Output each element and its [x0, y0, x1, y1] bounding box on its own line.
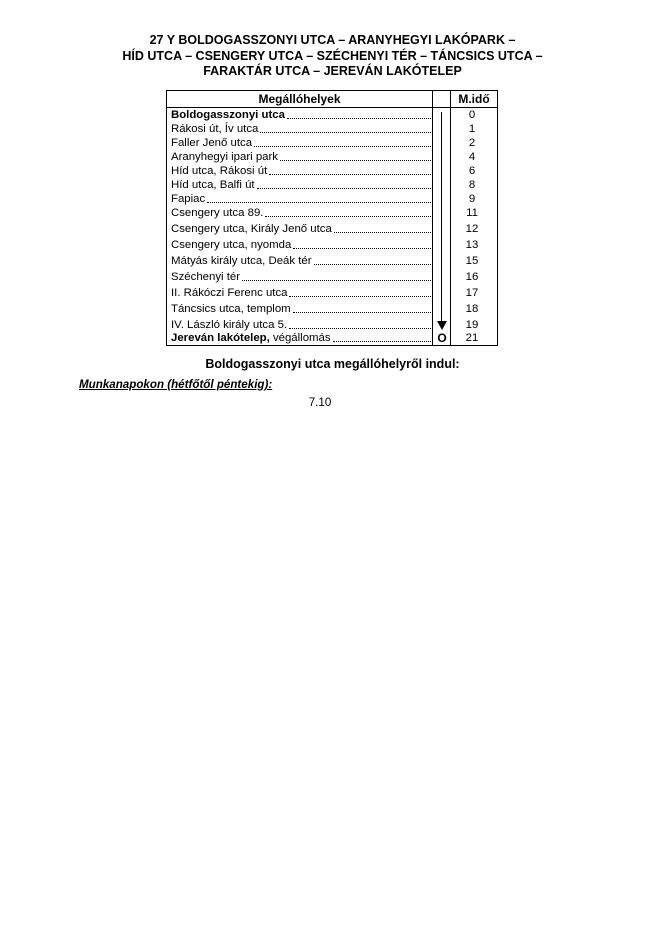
stop-name — [171, 223, 332, 236]
stop-cell — [171, 254, 431, 268]
leader-dots — [293, 309, 431, 313]
stop-cell — [171, 270, 431, 284]
stop-name-text: Csengery utca 89. — [171, 207, 264, 219]
day-type-heading: Munkanapokon (hétfőtől péntekig): — [79, 378, 273, 391]
table-row — [167, 122, 497, 136]
stop-cell — [171, 222, 431, 236]
stop-name — [171, 332, 331, 345]
table-row — [167, 178, 497, 192]
travel-minute: 15 — [465, 255, 479, 267]
stop-name — [171, 137, 252, 150]
travel-minute: 16 — [465, 271, 479, 283]
leader-dots — [257, 185, 431, 189]
travel-minute: 12 — [465, 223, 479, 235]
stop-name-text: IV. László király utca 5. — [171, 319, 288, 331]
travel-minute: 8 — [468, 179, 476, 191]
stop-cell — [171, 108, 431, 122]
stop-name — [171, 123, 258, 136]
stop-cell — [171, 192, 431, 206]
table-row — [167, 286, 497, 300]
table-row — [167, 206, 497, 220]
leader-dots — [280, 157, 431, 161]
stop-cell — [171, 238, 431, 252]
leader-dots — [289, 293, 431, 297]
travel-minute: 17 — [465, 287, 479, 299]
direction-arrow-shaft — [441, 112, 442, 324]
leader-dots — [269, 171, 431, 175]
stop-name — [171, 287, 287, 300]
stop-cell — [171, 286, 431, 300]
route-title-line-2: HÍD UTCA – CSENGERY UTCA – SZÉCHENYI TÉR – TÁNCSICS UTCA – — [122, 48, 543, 63]
leader-dots — [265, 213, 431, 217]
stop-name-text: II. Rákóczi Ferenc utca — [171, 287, 288, 299]
stop-cell — [171, 150, 431, 164]
table-row — [167, 192, 497, 206]
stop-cell — [171, 164, 431, 178]
table-row — [167, 302, 497, 316]
stop-cell — [171, 136, 431, 150]
stop-name-bold: Boldogasszonyi utca — [171, 109, 285, 121]
route-title — [0, 33, 665, 80]
stop-name — [171, 303, 291, 316]
travel-minute: 21 — [465, 332, 479, 344]
table-row — [167, 150, 497, 164]
stop-cell — [171, 206, 431, 220]
stop-name — [171, 165, 267, 178]
stop-name-text: végállomás — [269, 332, 331, 344]
departure-times: 7.10 — [308, 396, 332, 409]
stop-cell — [171, 122, 431, 136]
leader-dots — [287, 115, 431, 119]
table-row — [167, 238, 497, 252]
terminus-mark: O — [437, 331, 447, 345]
leader-dots — [260, 129, 431, 133]
stop-name-text: Aranyhegyi ipari park — [171, 151, 278, 163]
travel-minute: 9 — [468, 193, 476, 205]
stop-name — [171, 109, 285, 122]
stop-name-text: Széchenyi tér — [171, 271, 241, 283]
leader-dots — [333, 338, 431, 342]
leader-dots — [207, 199, 431, 203]
stop-name — [171, 239, 291, 252]
table-row — [167, 136, 497, 150]
stop-name — [171, 179, 255, 192]
header-minutes: M.idő — [458, 92, 490, 106]
stop-name — [171, 207, 263, 220]
stop-cell — [171, 178, 431, 192]
table-row — [167, 222, 497, 236]
leader-dots — [242, 277, 431, 281]
travel-minute: 4 — [468, 151, 476, 163]
travel-minute: 13 — [465, 239, 479, 251]
leader-dots — [254, 143, 431, 147]
stop-name — [171, 255, 312, 268]
stop-name — [171, 193, 205, 206]
table-row — [167, 254, 497, 268]
timetable — [166, 90, 498, 346]
travel-minute: 19 — [465, 319, 479, 331]
stop-name-text: Híd utca, Balfi út — [171, 179, 255, 191]
table-row — [167, 270, 497, 284]
stop-cell — [171, 318, 431, 332]
stop-name-text: Mátyás király utca, Deák tér — [171, 255, 312, 267]
leader-dots — [293, 245, 431, 249]
route-title-line-1: 27 Y BOLDOGASSZONYI UTCA – ARANYHEGYI LAKÓPARK – — [149, 33, 516, 47]
table-row — [167, 108, 497, 122]
leader-dots — [314, 261, 431, 265]
table-row — [167, 164, 497, 178]
leader-dots — [289, 325, 431, 329]
stop-name-text: Csengery utca, nyomda — [171, 239, 292, 251]
stop-name-text: Híd utca, Rákosi út — [171, 165, 268, 177]
stop-name-text: Fapiac — [171, 193, 206, 205]
direction-arrow-icon — [437, 321, 447, 330]
travel-minute: 6 — [468, 165, 476, 177]
departure-note: Boldogasszonyi utca megállóhelyről indul: — [205, 357, 460, 371]
header-stops: Megállóhelyek — [258, 92, 341, 106]
route-title-line-3: FARAKTÁR UTCA – JEREVÁN LAKÓTELEP — [203, 64, 462, 78]
travel-minute: 0 — [468, 109, 476, 121]
stop-name-text: Rákosi út, Ív utca — [171, 123, 259, 135]
stop-name-text: Faller Jenő utca — [171, 137, 253, 149]
travel-minute: 11 — [466, 207, 478, 219]
stop-name-text: Táncsics utca, templom — [171, 303, 291, 315]
travel-minute: 2 — [468, 137, 476, 149]
table-row — [167, 318, 497, 332]
stop-name-text: Csengery utca, Király Jenő utca — [171, 223, 332, 235]
leader-dots — [334, 229, 431, 233]
stop-cell — [171, 302, 431, 316]
stop-name — [171, 151, 278, 164]
stop-name — [171, 271, 240, 284]
travel-minute: 18 — [465, 303, 479, 315]
stop-cell — [171, 331, 431, 345]
stop-name-bold: Jereván lakótelep, — [171, 332, 270, 344]
travel-minute: 1 — [468, 123, 476, 135]
